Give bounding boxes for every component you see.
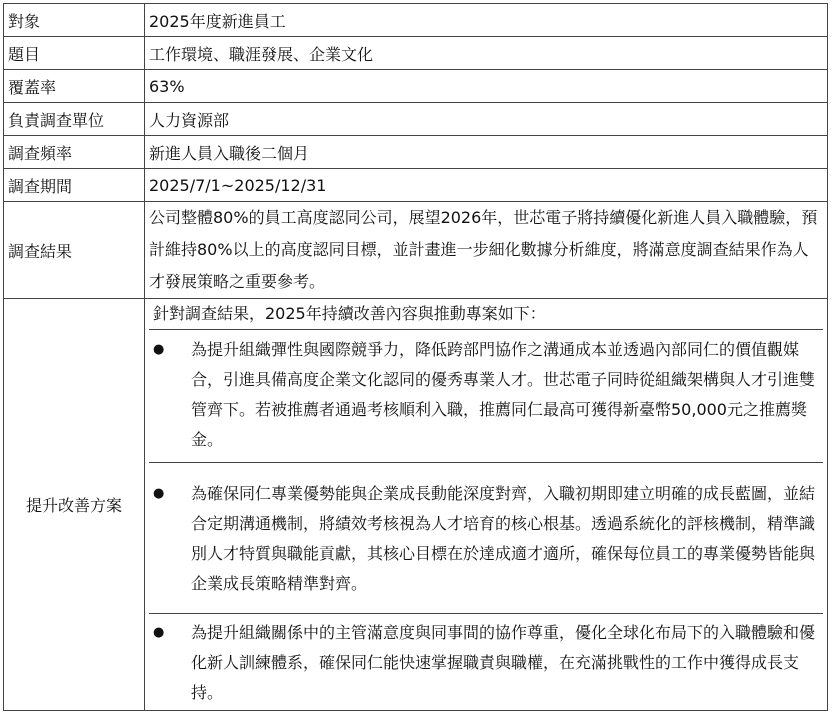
bullet-icon: ●: [153, 486, 165, 501]
table-row: [4, 202, 828, 299]
row-value-period: 2025/7/1~2025/12/31: [145, 169, 828, 202]
row-value-unit: 人力資源部: [145, 103, 828, 136]
row-label-coverage: 覆蓋率: [4, 70, 145, 103]
table-row: [4, 103, 828, 136]
plan-item-text: 為提升組織彈性與國際競爭力，降低跨部門協作之溝通成本並透過內部同仁的價值觀媒合，引進具備高度企業文化認同的優秀專業人才。世芯電子同時從組織架構與人才引進雙管齊下。若被推薦者通過考核順利入職，推薦同仁最高可獲得新臺幣50,000元之推薦獎金。: [191, 340, 816, 449]
row-label-target: 對象: [4, 4, 145, 37]
plan-item-text: 為提升組織關係中的主管滿意度與同事間的協作尊重，優化全球化布局下的入職體驗和優化新人訓練體系，確保同仁能快速掌握職責與職權，在充滿挑戰性的工作中獲得成長支持。: [191, 623, 816, 702]
list-item: [149, 613, 823, 710]
plan-intro: 針對調查結果，2025年持續改善內容與推動專案如下：: [153, 304, 546, 323]
table-row: [4, 37, 828, 70]
list-item: [149, 329, 823, 462]
row-label-unit: 負責調查單位: [4, 103, 145, 136]
survey-table: [3, 3, 828, 711]
row-value-result: 公司整體80%的員工高度認同公司，展望2026年，世芯電子將持續優化新進人員入職體驗，預計維持80%以上的高度認同目標，並計畫進一步細化數據分析維度，將滿意度調查結果作為人才發展策略之重要參考。: [145, 202, 828, 299]
row-label-period: 調查期間: [4, 169, 145, 202]
row-label-plan: 提升改善方案: [4, 299, 145, 711]
row-label-topic: 題目: [4, 37, 145, 70]
table-row: [4, 299, 828, 711]
list-item: [149, 462, 823, 613]
plan-item-text: 為確保同仁專業優勢能與企業成長動能深度對齊，入職初期即建立明確的成長藍圖，並結合定期溝通機制，將績效考核視為人才培育的核心根基。透過系統化的評核機制，精準識別人才特質與職能貢獻，其核心目標在於達成適才適所，確保每位員工的專業優勢皆能與企業成長策略精準對齊。: [191, 484, 816, 593]
row-value-frequency: 新進人員入職後二個月: [145, 136, 828, 169]
row-label-frequency: 調查頻率: [4, 136, 145, 169]
row-label-result: 調查結果: [4, 202, 145, 299]
row-value-target: 2025年度新進員工: [145, 4, 828, 37]
bullet-icon: ●: [153, 342, 165, 357]
bullet-icon: ●: [153, 625, 165, 640]
row-value-topic: 工作環境、職涯發展、企業文化: [145, 37, 828, 70]
table-row: [4, 169, 828, 202]
table-row: [4, 136, 828, 169]
plan-cell: [145, 299, 828, 711]
table-row: [4, 4, 828, 37]
table-row: [4, 70, 828, 103]
row-value-coverage: 63%: [145, 70, 828, 103]
